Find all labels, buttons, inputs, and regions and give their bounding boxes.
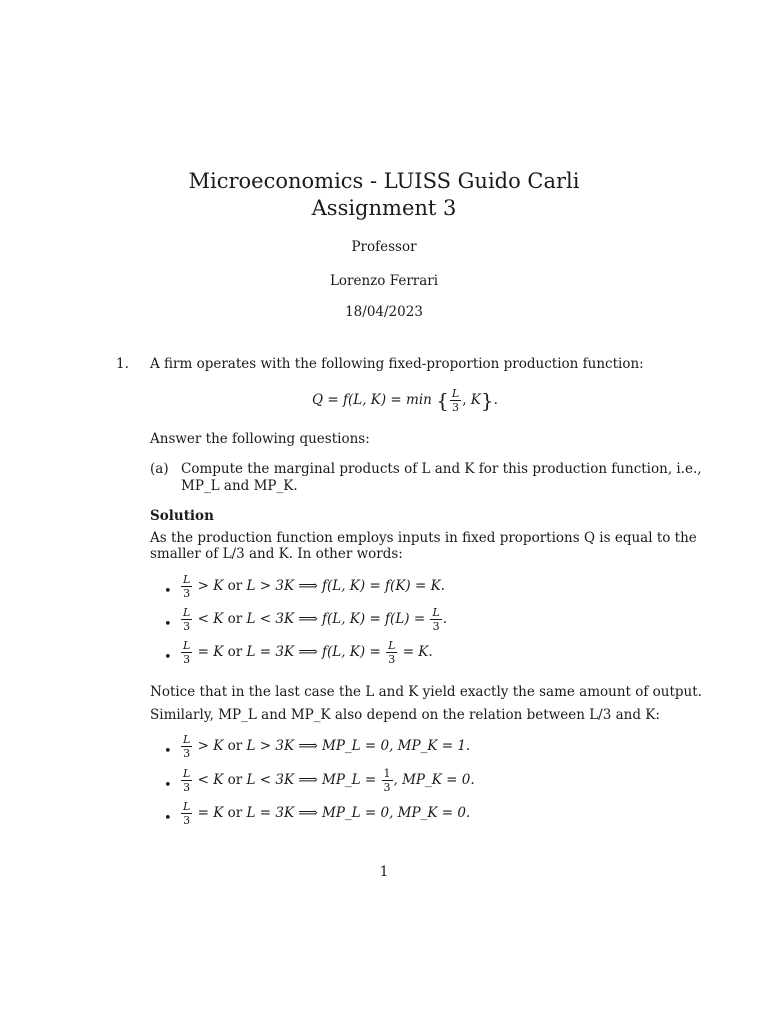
author-role: Professor — [351, 239, 417, 255]
bullet-mp-case-2 — [180, 768, 475, 793]
page-number: 1 — [379, 864, 389, 880]
condition: L < 3K — [246, 611, 295, 627]
comparison: = K — [197, 805, 224, 821]
or-word: or — [227, 578, 243, 594]
solution-para1-line2: smaller of L/3 and K. In other words: — [150, 546, 403, 562]
implies-arrow: ⟹ — [298, 644, 318, 660]
fraction-l-over-3: $\frac{L}{3}$ — [183, 767, 191, 794]
doc-date: 18/04/2023 — [345, 304, 423, 320]
notice-line: Notice that in the last case the L and K yield exactly the same amount of output. — [150, 684, 702, 700]
right-brace: } — [480, 388, 494, 413]
fraction-l-over-3: $\frac{L}{3}$ — [388, 639, 396, 666]
condition: L = 3K — [246, 805, 295, 821]
comparison: = K — [197, 644, 224, 660]
bullet-mp-case-1 — [180, 734, 470, 759]
production-function-equation: Q = f(L, K) = min { $\frac{L}{3}$ , K}. — [312, 387, 498, 414]
bullet-marker: • — [164, 584, 172, 599]
similarly-line: Similarly, MP_L and MP_K also depend on the relation between L/3 and K: — [150, 707, 660, 723]
doc-title-line1: Microeconomics - LUISS Guido Carli — [188, 169, 580, 193]
part-text-line2: MP_L and MP_K. — [181, 478, 298, 494]
fraction-l-over-3: $\frac{L}{3}$ — [183, 733, 191, 760]
result: f(L, K) = f(L) = — [322, 611, 426, 627]
equation-lhs: Q = f(L, K) = min — [312, 392, 432, 408]
bullet-mp-case-3 — [180, 801, 470, 826]
equals-k: = K. — [402, 644, 433, 660]
part-label: (a) — [150, 461, 169, 477]
comparison: > K — [197, 738, 224, 754]
question-number: 1. — [116, 356, 129, 372]
result: MP_L = — [322, 772, 377, 788]
comparison: < K — [197, 772, 224, 788]
bullet-marker: • — [164, 650, 172, 665]
part-text-line1: Compute the marginal products of L and K for this production function, i.e., — [181, 461, 702, 477]
implies-arrow: ⟹ — [298, 738, 318, 754]
or-word: or — [227, 644, 243, 660]
bullet-marker: • — [164, 778, 172, 793]
condition: L > 3K — [246, 738, 295, 754]
bullet-f-case-1 — [180, 574, 445, 599]
comparison: > K — [197, 578, 224, 594]
result-tail: , MP_K = 0. — [393, 772, 475, 788]
or-word: or — [227, 738, 243, 754]
implies-arrow: ⟹ — [298, 805, 318, 821]
result: f(L, K) = f(K) = K. — [322, 578, 445, 594]
condition: L < 3K — [246, 772, 295, 788]
fraction-l-over-3: $\frac{L}{3}$ — [451, 387, 460, 414]
doc-title-line2: Assignment 3 — [311, 196, 457, 220]
condition: L > 3K — [246, 578, 295, 594]
implies-arrow: ⟹ — [298, 611, 318, 627]
implies-arrow: ⟹ — [298, 578, 318, 594]
bullet-marker: • — [164, 617, 172, 632]
bullet-f-case-3 — [180, 640, 433, 665]
result: MP_L = 0, MP_K = 1. — [322, 738, 471, 754]
fraction-l-over-3: $\frac{L}{3}$ — [432, 606, 440, 633]
or-word: or — [227, 805, 243, 821]
or-word: or — [227, 611, 243, 627]
question-intro: A firm operates with the following fixed-proportion production function: — [150, 356, 644, 372]
author-name: Lorenzo Ferrari — [329, 273, 439, 289]
equation-comma-k: , K — [462, 392, 481, 408]
bullet-f-case-2: $\frac{L}{3}$ < K or L < 3K ⟹ f(L, K) = f(L) = $\frac{L}{3}$ . — [183, 606, 448, 633]
result: f(L, K) = — [322, 644, 381, 660]
left-brace: { — [436, 388, 449, 413]
fraction-l-over-3: $\frac{L}{3}$ — [183, 573, 191, 600]
fraction-l-over-3: $\frac{L}{3}$ — [183, 606, 191, 633]
fraction-l-over-3: $\frac{L}{3}$ — [183, 639, 191, 666]
comparison: < K — [197, 611, 224, 627]
solution-para1-line1: As the production function employs inputs in fixed proportions Q is equal to the — [150, 530, 697, 546]
fraction-l-over-3: $\frac{L}{3}$ — [183, 800, 191, 827]
bullet-marker: • — [164, 811, 172, 826]
condition: L = 3K — [246, 644, 295, 660]
solution-heading: Solution — [150, 508, 214, 524]
bullet-marker: • — [164, 744, 172, 759]
implies-arrow: ⟹ — [298, 772, 318, 788]
answer-prompt: Answer the following questions: — [150, 431, 370, 447]
fraction-1-over-3: $\frac{1}{3}$ — [383, 767, 391, 794]
result: MP_L = 0, MP_K = 0. — [322, 805, 471, 821]
or-word: or — [227, 772, 243, 788]
